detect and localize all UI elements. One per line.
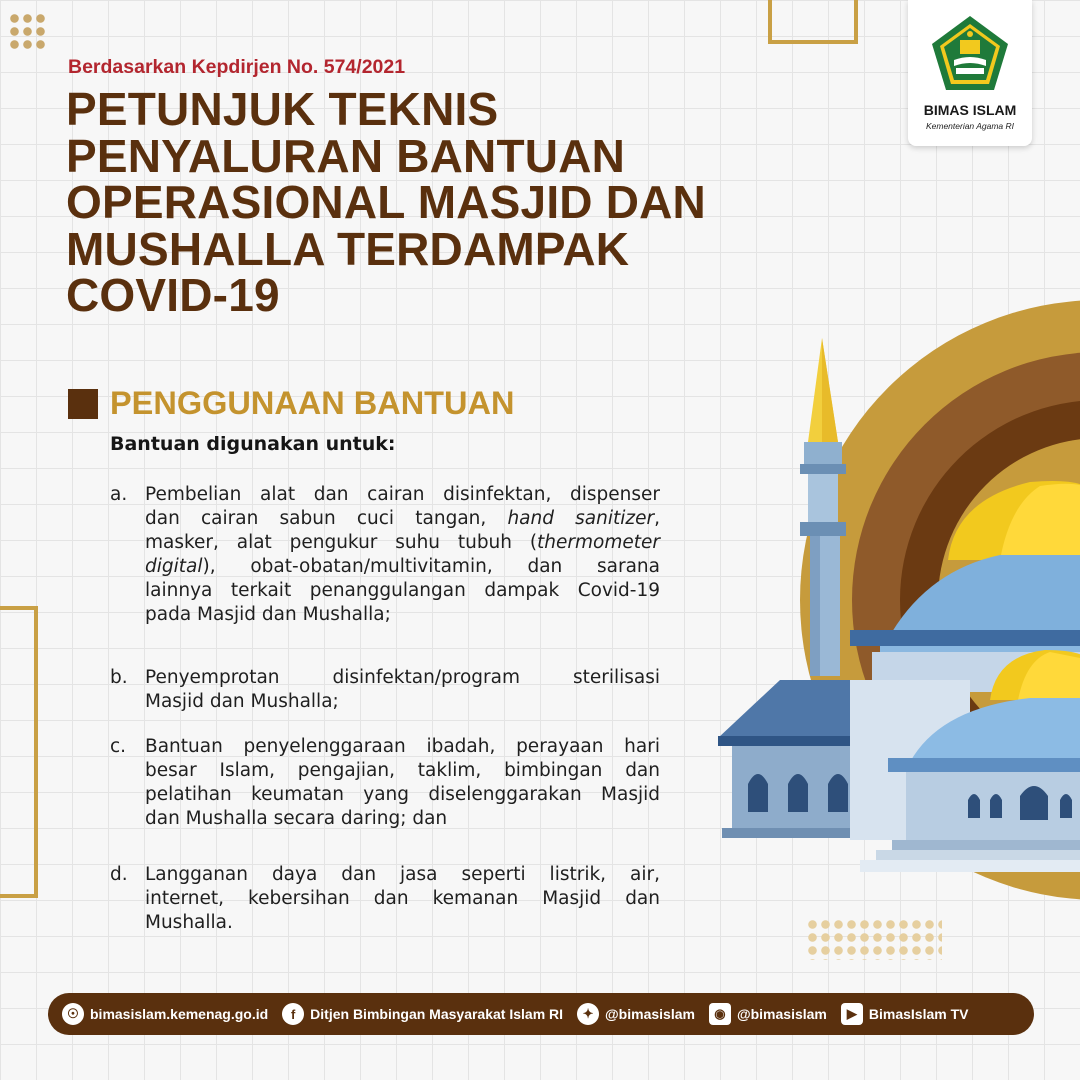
list-line: Langganan daya dan jasa seperti listrik, air, xyxy=(145,864,660,885)
youtube-icon: ▶ xyxy=(841,1003,863,1025)
title-line: MUSHALLA TERDAMPAK xyxy=(66,222,630,275)
list-marker: a. xyxy=(110,484,128,505)
twitter-label: @bimasislam xyxy=(605,1006,695,1022)
list-line: besar Islam, pengajian, taklim, bimbingan dan xyxy=(145,760,660,781)
list-line: Penyemprotan disinfektan/program sterilisasi xyxy=(145,667,660,688)
list-marker: d. xyxy=(110,864,128,885)
list-item xyxy=(110,483,660,627)
page-title xyxy=(66,83,766,321)
website-label: bimasislam.kemenag.go.id xyxy=(90,1006,269,1022)
list-line: Bantuan penyelenggaraan ibadah, perayaan hari xyxy=(145,736,660,757)
decorative-dots xyxy=(806,918,942,960)
social-footer xyxy=(48,993,1034,1035)
youtube-link[interactable] xyxy=(841,1003,969,1025)
title-line: PETUNJUK TEKNIS xyxy=(66,83,499,135)
list-line: internet, kebersihan dan kemanan Masjid dan xyxy=(145,888,660,909)
instagram-link[interactable] xyxy=(709,1003,827,1025)
list-line: Masjid dan Mushalla; xyxy=(145,691,339,712)
list-line: masker, alat pengukur suhu tubuh (thermometer xyxy=(145,532,660,553)
twitter-icon: ✦ xyxy=(577,1003,599,1025)
section-marker xyxy=(68,389,98,419)
facebook-label: Ditjen Bimbingan Masyarakat Islam RI xyxy=(310,1006,564,1022)
list-line: dan cairan sabun cuci tangan, hand sanitizer, xyxy=(145,508,660,529)
logo-name: BIMAS ISLAM xyxy=(923,102,1017,118)
title-line: PENYALURAN BANTUAN xyxy=(66,129,626,182)
instagram-label: @bimasislam xyxy=(736,1006,827,1022)
list-item xyxy=(110,735,660,831)
list-line: Pembelian alat dan cairan disinfektan, dispenser xyxy=(145,484,660,505)
list-marker: b. xyxy=(110,667,128,688)
facebook-link[interactable] xyxy=(282,1003,563,1025)
decorative-frame-top xyxy=(768,0,858,44)
youtube-label: BimasIslam TV xyxy=(868,1006,969,1022)
logo-subtitle: Kementerian Agama RI xyxy=(925,121,1015,131)
list-line: digital), obat-obatan/multivitamin, dan sarana xyxy=(145,556,660,577)
facebook-icon: f xyxy=(282,1003,304,1025)
list-line: lainnya terkait penanggulangan dampak Covid-19 xyxy=(145,580,660,601)
section-intro: Bantuan digunakan untuk: xyxy=(110,433,396,455)
list-line: Mushalla. xyxy=(145,912,233,933)
instagram-icon: ◉ xyxy=(709,1003,731,1025)
list-item xyxy=(110,863,660,935)
regulation-reference: Berdasarkan Kepdirjen No. 574/2021 xyxy=(68,56,406,78)
ministry-emblem-icon xyxy=(930,14,1010,94)
list-marker: c. xyxy=(110,736,127,757)
globe-icon: ☉ xyxy=(62,1003,84,1025)
list-line: pelatihan keumatan yang diselenggarakan Masjid xyxy=(145,784,660,805)
section-title: PENGGUNAAN BANTUAN xyxy=(110,385,515,421)
title-line: OPERASIONAL MASJID DAN xyxy=(66,176,706,228)
list-line: pada Masjid dan Mushalla; xyxy=(145,604,391,625)
website-link[interactable] xyxy=(62,1003,268,1025)
decorative-dots xyxy=(8,12,48,52)
list-item xyxy=(110,666,660,714)
mosque-illustration xyxy=(700,300,1080,980)
list-line: dan Mushalla secara daring; dan xyxy=(145,808,448,829)
twitter-link[interactable] xyxy=(577,1003,695,1025)
decorative-frame-left xyxy=(0,606,38,898)
bimas-islam-logo xyxy=(908,0,1032,146)
title-line: COVID-19 xyxy=(66,269,280,321)
